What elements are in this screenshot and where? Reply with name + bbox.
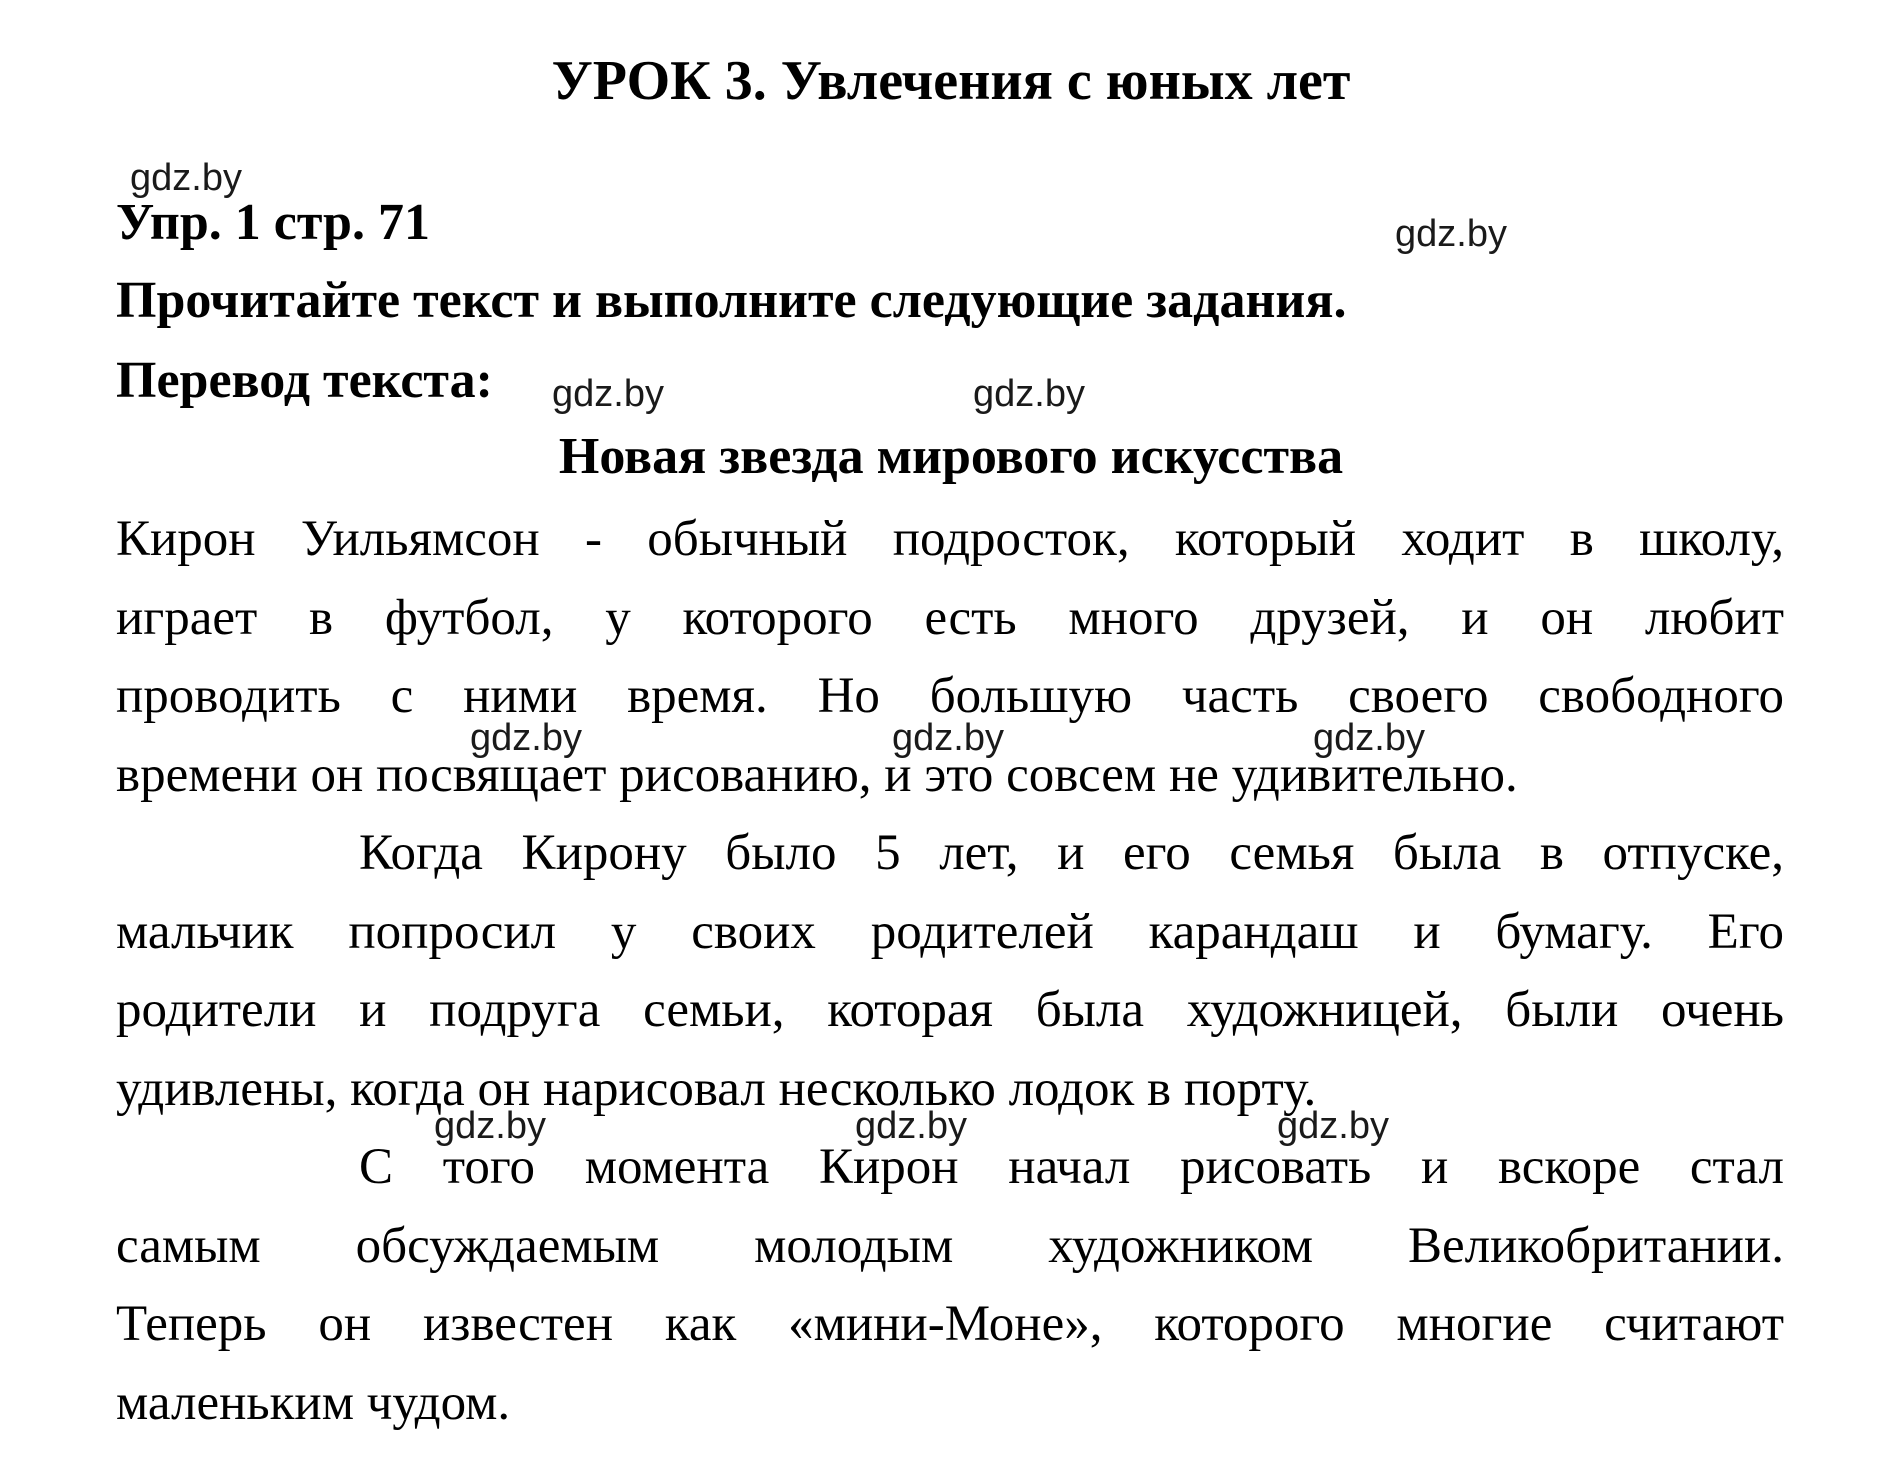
watermark: gdz.by: [1395, 213, 1507, 255]
translation-label: Перевод текста:: [116, 352, 493, 409]
watermark: gdz.by: [470, 717, 582, 759]
text-title: Новая звезда мирового искусства: [558, 428, 1344, 485]
watermark: gdz.by: [855, 1105, 967, 1147]
watermark: gdz.by: [892, 717, 1004, 759]
paragraph-line: маленьким чудом.: [116, 1374, 511, 1431]
paragraph-1: [116, 500, 1784, 814]
paragraph-line: С того момента Кирон начал рисовать и вскоре стал: [359, 1139, 1784, 1195]
watermark: gdz.by: [1277, 1105, 1389, 1147]
watermark: gdz.by: [973, 373, 1085, 415]
paragraph-line: удивлены, когда он нарисовал несколько лодок в порту.: [116, 1060, 1317, 1117]
watermark: gdz.by: [434, 1105, 546, 1147]
paragraph-line: играет в футбол, у которого есть много друзей, и он любит: [116, 589, 1784, 646]
paragraph-3: [116, 1128, 1784, 1442]
paragraph-line: проводить с ними время. Но большую часть своего свободного: [116, 668, 1784, 724]
watermark: gdz.by: [130, 157, 242, 199]
exercise-instruction: Прочитайте текст и выполните следующие задания.: [116, 272, 1347, 329]
lesson-title: УРОК 3. Увлечения с юных лет: [551, 50, 1351, 112]
paragraph-line: времени он посвящает рисованию, и это совсем не удивительно.: [116, 746, 1518, 803]
watermark: gdz.by: [1313, 717, 1425, 759]
paragraph-line: мальчик попросил у своих родителей карандаш и бумагу. Его: [116, 903, 1784, 960]
paragraph-line: Кирон Уильямсон - обычный подросток, который ходит в школу,: [116, 511, 1784, 567]
paragraph-line: родители и подруга семьи, которая была художницей, были очень: [116, 982, 1784, 1038]
paragraph-line: самым обсуждаемым молодым художником Великобритании.: [116, 1217, 1784, 1274]
paragraph-line: Когда Кирону было 5 лет, и его семья была в отпуске,: [359, 825, 1784, 881]
paragraph-2: [116, 814, 1784, 1128]
watermark: gdz.by: [552, 373, 664, 415]
paragraph-line: Теперь он известен как «мини-Моне», которого многие считают: [116, 1296, 1784, 1352]
exercise-number: Упр. 1 стр. 71: [116, 194, 430, 251]
